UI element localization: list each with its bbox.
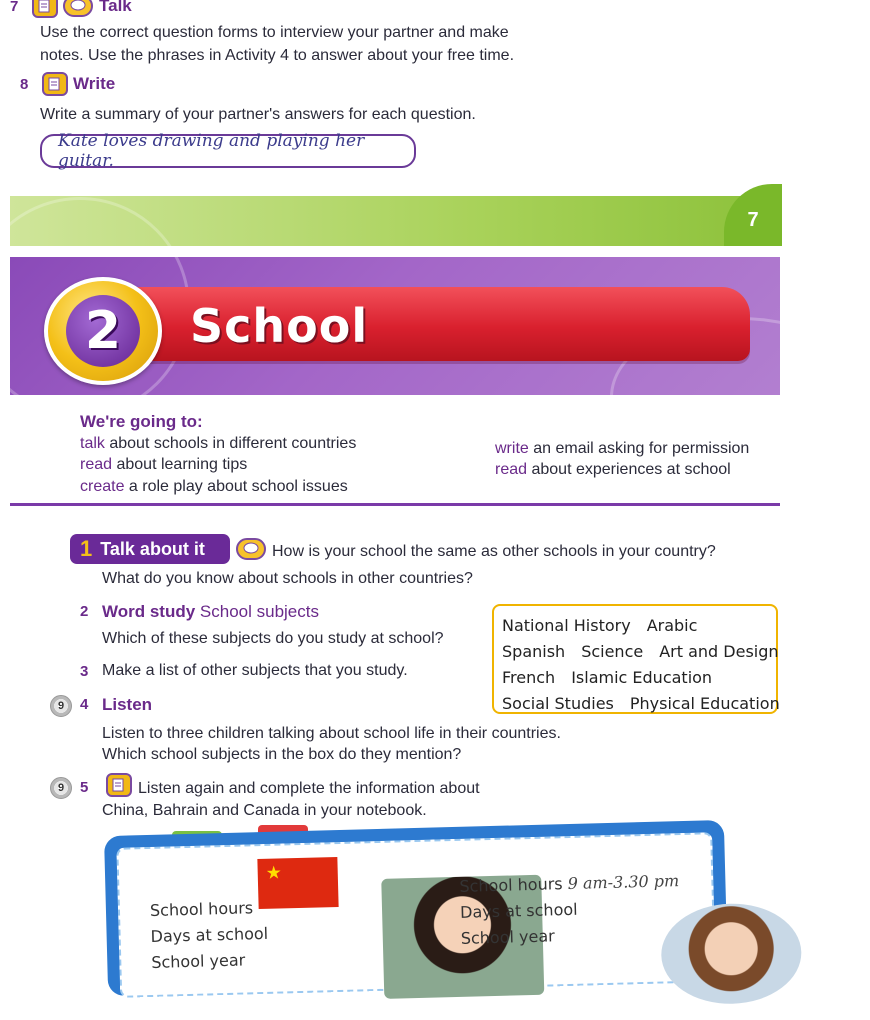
goal-verb: talk — [80, 435, 105, 452]
word-study-heading — [102, 602, 319, 622]
word-study-title: Word study — [102, 602, 196, 621]
subject: Spanish — [502, 641, 566, 661]
goal-text: about learning tips — [112, 456, 248, 473]
subject: French — [502, 667, 556, 687]
unit-badge-inner — [66, 295, 140, 367]
notebook-field: School year — [460, 926, 555, 948]
talk-text-line2: notes. Use the phrases in Activity 4 to answer about your free time. — [40, 47, 515, 64]
write-text: Write a summary of your partner's answers for each question. — [40, 106, 476, 123]
subjects-row — [502, 664, 768, 690]
goal-item — [80, 435, 356, 453]
example-answer: Kate loves drawing and playing her guitar. — [58, 131, 365, 171]
writing-icon — [42, 72, 68, 96]
audio-track-icon[interactable]: 9 — [50, 777, 72, 799]
subject: Physical Education — [629, 693, 780, 713]
speech-bubble-icon — [63, 0, 93, 17]
listen-title: Listen — [102, 695, 153, 714]
activity1-question1: How is your school the same as other schools in your country? — [272, 543, 716, 560]
flag-star-icon: ★ — [265, 862, 283, 883]
section-divider — [10, 503, 780, 506]
example-answer-box — [40, 131, 416, 171]
subject: Science — [581, 641, 644, 661]
activity2-text: Which of these subjects do you study at school? — [102, 630, 444, 647]
notebook-field: Days at school — [459, 899, 578, 922]
photo-canadian-student — [660, 902, 803, 1006]
writing-icon — [32, 0, 58, 18]
notebook — [104, 820, 728, 996]
activity-title: Talk about it — [100, 538, 205, 559]
goal-verb: read — [495, 461, 528, 478]
goals-heading: We're going to: — [80, 412, 203, 431]
notebook-field-label: School hours — [459, 874, 563, 896]
subject: Islamic Education — [571, 667, 713, 687]
china-flag — [257, 857, 338, 909]
subject: Arabic — [646, 615, 698, 635]
subjects-row — [502, 612, 768, 638]
talk-title: Talk — [99, 0, 132, 15]
notebook-field: School year — [151, 950, 246, 972]
audio-track-icon[interactable]: 9 — [50, 695, 72, 717]
activity-number: 1 — [80, 536, 93, 561]
notebook-field-value: 9 am-3.30 pm — [567, 871, 680, 894]
activity-number: 3 — [80, 663, 89, 680]
activity5-text-line2: China, Bahrain and Canada in your notebook. — [102, 802, 427, 819]
goal-verb: read — [80, 456, 113, 473]
goal-text: about experiences at school — [527, 461, 731, 478]
activity4-text-line1: Listen to three children talking about school life in their countries. — [102, 725, 561, 742]
goal-item — [80, 456, 247, 474]
goal-item — [495, 461, 731, 479]
goal-item — [80, 478, 348, 496]
unit-page — [10, 257, 780, 972]
notebook-field: School hours — [149, 898, 254, 920]
write-title: Write — [73, 74, 116, 93]
unit-number-badge — [44, 277, 162, 385]
write-heading — [20, 72, 115, 96]
goal-text: an email asking for permission — [528, 440, 750, 457]
goal-verb: create — [80, 478, 125, 495]
talk-about-it-label — [70, 534, 230, 564]
activity-number: 4 — [80, 696, 89, 713]
activity-number: 7 — [10, 0, 19, 15]
subjects-row — [502, 638, 779, 664]
goal-text: a role play about school issues — [124, 478, 348, 495]
notebook-field — [459, 871, 679, 896]
talk-text-line1: Use the correct question forms to interview your partner and make — [40, 24, 509, 41]
notebook-page — [116, 832, 716, 998]
activity-number: 8 — [20, 75, 29, 93]
activity1-question2: What do you know about schools in other countries? — [102, 570, 473, 587]
activity5-text-line1: Listen again and complete the information about — [138, 780, 480, 797]
word-study-subtitle: School subjects — [199, 602, 319, 621]
talk-heading — [10, 0, 132, 18]
goal-item — [495, 440, 749, 458]
unit-number: 2 — [84, 301, 122, 361]
subject: Art and Design — [659, 641, 779, 661]
page-number: 7 — [724, 184, 782, 246]
writing-icon — [106, 773, 132, 797]
subject: Social Studies — [502, 693, 614, 713]
activity3-text: Make a list of other subjects that you study. — [102, 662, 408, 679]
activity-number: 5 — [80, 779, 89, 796]
goal-verb: write — [495, 440, 529, 457]
subjects-box — [492, 604, 778, 714]
unit-title: School — [190, 299, 369, 353]
goal-text: about schools in different countries — [104, 435, 357, 452]
subject: National History — [502, 615, 631, 635]
activity-number: 2 — [80, 603, 89, 620]
speech-bubble-icon — [236, 538, 266, 560]
notebook-field: Days at school — [150, 923, 269, 946]
activity4-text-line2: Which school subjects in the box do they mention? — [102, 746, 462, 763]
unit-title-bar — [80, 287, 750, 361]
subjects-row — [502, 690, 780, 716]
